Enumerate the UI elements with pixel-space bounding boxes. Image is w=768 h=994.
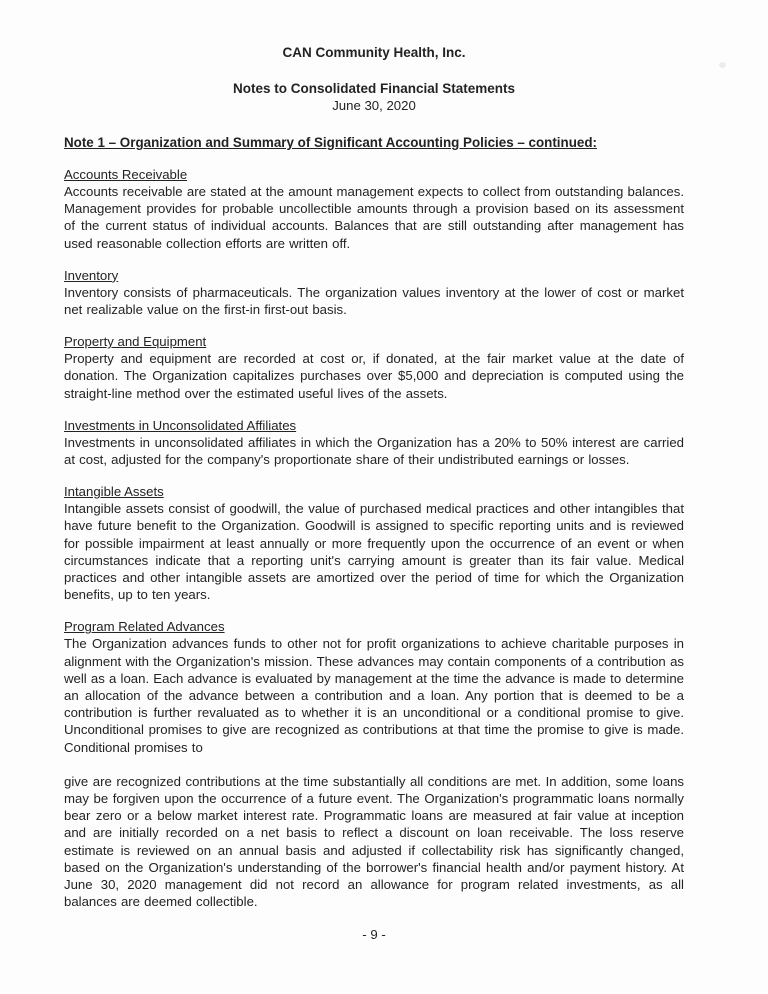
section-body: Investments in unconsolidated affiliates in which the Organization has a 20% to 50% interest are carried at cost, adjusted for the company's proportionate share of their undistributed earnings or losses. <box>64 434 684 468</box>
section-heading: Investments in Unconsolidated Affiliates <box>64 417 297 433</box>
section-body: Property and equipment are recorded at cost or, if donated, at the fair market value at the date of donation. The Organization capitalizes purchases over $5,000 and depreciation is computed using the straight-line method over the estimated useful lives of the assets. <box>64 351 684 401</box>
section-body: Accounts receivable are stated at the amount management expects to collect from outstanding balances. Management provides for probable uncollectible amounts through a provision based on its assessment of the current status of individual accounts. Balances that are still outstanding after management has used reasonable collection efforts are written off. <box>64 184 684 251</box>
section-accounts-receivable <box>64 166 684 252</box>
section-body: Intangible assets consist of goodwill, the value of purchased medical practices and other intangibles that have future benefit to the Organization. Goodwill is assigned to specific reporting units and is reviewed for possible impairment at least annually or more frequently upon the occurrence of an event or when circumstances indicate that a reporting unit's carrying amount is greater than its fair value. Medical practices and other intangible assets are amortized over the period of time for which the Organization benefits, up to ten years. <box>64 501 684 603</box>
section-inventory <box>64 267 684 318</box>
section-heading: Property and Equipment <box>64 334 207 350</box>
section-intangible-assets <box>64 483 684 603</box>
continuation-paragraph: give are recognized contributions at the time substantially all conditions are met. In addition, some loans may be forgiven upon the occurrence of a future event. The Organization's programmatic loans normally bear zero or a below market interest rate. Programmatic loans are measured at fair value at inception and are initially recorded on a net basis to reflect a discount on loan receivable. The loss reserve estimate is reviewed on an annual basis and adjusted if collectability risk has significantly changed, based on the Organization's understanding of the borrower's financial health and/or payment history. At June 30, 2020 management did not record an allowance for program related investments, as all balances are deemed collectible. <box>64 773 684 910</box>
section-body: Inventory consists of pharmaceuticals. The organization values inventory at the lower of cost or market net realizable value on the first-in first-out basis. <box>64 284 684 318</box>
page-number: - 9 - <box>362 927 386 942</box>
section-heading: Inventory <box>64 267 119 283</box>
doc-date: June 30, 2020 <box>332 98 416 113</box>
section-heading: Intangible Assets <box>64 484 164 500</box>
section-property-and-equipment <box>64 333 684 402</box>
section-heading: Accounts Receivable <box>64 167 188 182</box>
note-1-heading: Note 1 – Organization and Summary of Significant Accounting Policies – continued: <box>64 135 597 150</box>
scan-artifact <box>719 62 726 68</box>
section-body: The Organization advances funds to other not for profit organizations to achieve charitable purposes in alignment with the Organization's mission. These advances may contain components of a contribution as well as a loan. Each advance is evaluated by management at the time the advance is made to determine an allocation of the advance between a contribution and a loan. Any portion that is deemed to be a contribution is further revaluated as to whether it is an unconditional or a conditional promise to give. Unconditional promises to give are recognized as contributions at that time the promise to give is made. Conditional promises to <box>64 636 684 755</box>
doc-title: Notes to Consolidated Financial Statements <box>232 81 516 96</box>
section-investments-unconsolidated-affiliates <box>64 417 684 468</box>
section-program-related-advances <box>64 618 684 755</box>
org-name: CAN Community Health, Inc. <box>282 45 466 60</box>
section-heading: Program Related Advances <box>64 619 225 635</box>
